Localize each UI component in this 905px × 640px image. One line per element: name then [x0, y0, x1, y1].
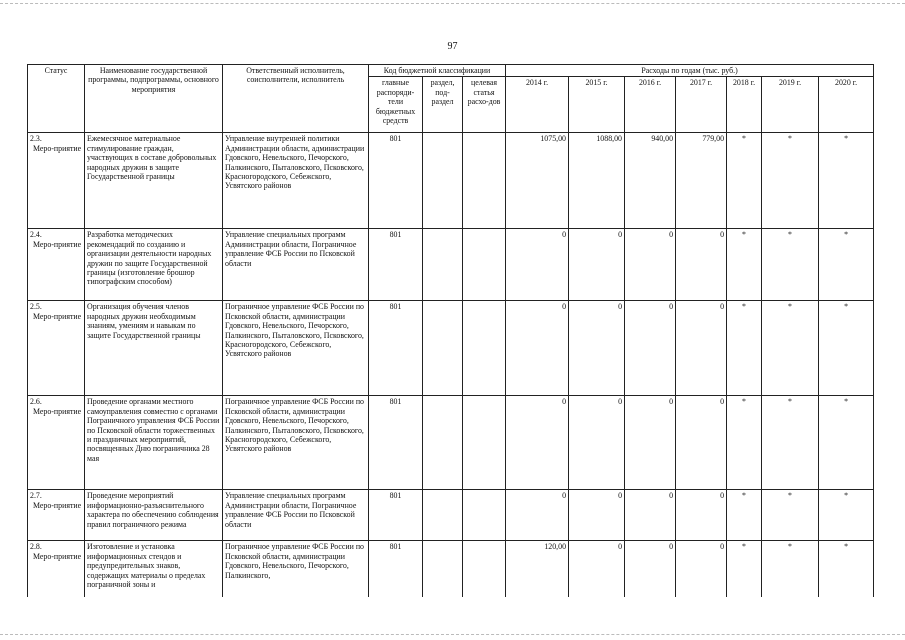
value-2016: 0 — [625, 541, 676, 597]
executor-cell: Управление специальных программ Администрации области, Пограничное управление ФСБ России по Псковской области — [223, 490, 369, 541]
value-2018: * — [727, 396, 762, 490]
header-name: Наименование государственной программы, подпрограммы, основного мероприятия — [85, 65, 223, 133]
row-status: Меро-приятие — [33, 311, 82, 321]
gr-cell: 801 — [369, 490, 423, 541]
value-2020: * — [819, 133, 874, 229]
csr-cell — [463, 541, 506, 597]
value-2015: 1088,00 — [569, 133, 625, 229]
csr-cell — [463, 490, 506, 541]
value-2017: 0 — [676, 396, 727, 490]
header-year-2019: 2019 г. — [762, 77, 819, 133]
name-cell: Проведение органами местного самоуправления совместно с органами Пограничного управления ФСБ России по Псковской области торжественных и праздничных мероприятий, посвященных Дню пограничника 28 мая — [85, 396, 223, 490]
value-2019: * — [762, 133, 819, 229]
row-status: Меро-приятие — [33, 406, 82, 416]
gr-cell: 801 — [369, 396, 423, 490]
header-year-2018: 2018 г. — [727, 77, 762, 133]
value-2020: * — [819, 541, 874, 597]
name-cell: Организация обучения членов народных дружин необходимым знаниям, умениям и навыкам по защите Государственной границы — [85, 301, 223, 396]
value-2016: 0 — [625, 301, 676, 396]
value-2019: * — [762, 301, 819, 396]
value-2019: * — [762, 541, 819, 597]
header-status: Статус — [28, 65, 85, 133]
value-2014: 0 — [506, 229, 569, 301]
header-csr: целевая статья расхо-дов — [463, 77, 506, 133]
gr-cell: 801 — [369, 541, 423, 597]
header-year-2020: 2020 г. — [819, 77, 874, 133]
table-row — [28, 541, 874, 597]
value-2020: * — [819, 229, 874, 301]
rz-cell — [423, 396, 463, 490]
budget-table — [27, 64, 874, 597]
value-2014: 1075,00 — [506, 133, 569, 229]
row-status: Меро-приятие — [33, 143, 82, 153]
row-number: 2.7. — [30, 491, 42, 501]
csr-cell — [463, 301, 506, 396]
executor-cell: Пограничное управление ФСБ России по Псковской области, администрации Гдовского, Невельского, Печорского, Палкинского, — [223, 541, 369, 597]
value-2016: 0 — [625, 396, 676, 490]
table-row — [28, 490, 874, 541]
row-status: Меро-приятие — [33, 500, 82, 510]
value-2019: * — [762, 229, 819, 301]
table-row — [28, 301, 874, 396]
gr-cell: 801 — [369, 229, 423, 301]
row-number: 2.3. — [30, 134, 42, 144]
value-2015: 0 — [569, 301, 625, 396]
value-2019: * — [762, 490, 819, 541]
executor-cell: Пограничное управление ФСБ России по Псковской области, администрации Гдовского, Невельского, Печорского, Палкинского, Пыталовского, Псковского, Красногородского, Себежского, Усвятского районов — [223, 396, 369, 490]
value-2020: * — [819, 490, 874, 541]
row-status: Меро-приятие — [33, 551, 82, 561]
page-number: 97 — [447, 41, 458, 52]
table-row — [28, 229, 874, 301]
row-status: Меро-приятие — [33, 239, 82, 249]
value-2015: 0 — [569, 490, 625, 541]
value-2016: 0 — [625, 229, 676, 301]
header-rz: раздел, под-раздел — [423, 77, 463, 133]
rz-cell — [423, 229, 463, 301]
row-number: 2.4. — [30, 230, 42, 240]
header-year-2016: 2016 г. — [625, 77, 676, 133]
value-2016: 940,00 — [625, 133, 676, 229]
value-2018: * — [727, 133, 762, 229]
rz-cell — [423, 301, 463, 396]
csr-cell — [463, 396, 506, 490]
value-2017: 779,00 — [676, 133, 727, 229]
value-2017: 0 — [676, 229, 727, 301]
csr-cell — [463, 133, 506, 229]
value-2018: * — [727, 490, 762, 541]
executor-cell: Управление специальных программ Администрации области, Пограничное управление ФСБ России по Псковской области — [223, 229, 369, 301]
header-gr: главные распоряди-тели бюджетных средств — [369, 77, 423, 133]
status-cell — [28, 133, 85, 229]
header-executor: Ответственный исполнитель, соисполнители, исполнитель — [223, 65, 369, 133]
value-2018: * — [727, 229, 762, 301]
rz-cell — [423, 490, 463, 541]
table-row — [28, 396, 874, 490]
row-number: 2.6. — [30, 397, 42, 407]
value-2019: * — [762, 396, 819, 490]
executor-cell: Управление внутренней политики Администрации области, администрации Гдовского, Невельского, Печорского, Палкинского, Пыталовского, Псковского, Красногородского, Себежского, Усвятского районов — [223, 133, 369, 229]
rz-cell — [423, 133, 463, 229]
scan-edge-bottom — [0, 634, 905, 635]
value-2015: 0 — [569, 396, 625, 490]
status-cell — [28, 541, 85, 597]
csr-cell — [463, 229, 506, 301]
value-2016: 0 — [625, 490, 676, 541]
table-row — [28, 133, 874, 229]
status-cell — [28, 229, 85, 301]
name-cell: Ежемесячное материальное стимулирование граждан, участвующих в составе добровольных народных дружин в защите Государственной границы — [85, 133, 223, 229]
header-year-2014: 2014 г. — [506, 77, 569, 133]
gr-cell: 801 — [369, 133, 423, 229]
status-cell — [28, 396, 85, 490]
value-2014: 120,00 — [506, 541, 569, 597]
header-year-2015: 2015 г. — [569, 77, 625, 133]
header-year-2017: 2017 г. — [676, 77, 727, 133]
executor-cell: Пограничное управление ФСБ России по Псковской области, администрации Гдовского, Невельского, Печорского, Палкинского, Пыталовского, Псковского, Красногородского, Себежского, Усвятского районов — [223, 301, 369, 396]
header-budget-code: Код бюджетной классификации — [369, 65, 506, 77]
value-2017: 0 — [676, 541, 727, 597]
row-number: 2.5. — [30, 302, 42, 312]
value-2020: * — [819, 396, 874, 490]
status-cell — [28, 490, 85, 541]
value-2017: 0 — [676, 301, 727, 396]
value-2014: 0 — [506, 396, 569, 490]
value-2015: 0 — [569, 229, 625, 301]
header-expenses: Расходы по годам (тыс. руб.) — [506, 65, 874, 77]
value-2014: 0 — [506, 490, 569, 541]
name-cell: Проведение мероприятий информационно-разъяснительного характера по обеспечению соблюдения правил пограничного режима — [85, 490, 223, 541]
rz-cell — [423, 541, 463, 597]
value-2018: * — [727, 301, 762, 396]
value-2017: 0 — [676, 490, 727, 541]
scan-edge-top — [0, 3, 905, 4]
name-cell: Разработка методических рекомендаций по созданию и организации деятельности народных дружин по защите Государственной границы (изготовление брошюр типографским способом) — [85, 229, 223, 301]
value-2018: * — [727, 541, 762, 597]
status-cell — [28, 301, 85, 396]
name-cell: Изготовление и установка информационных стендов и предупредительных знаков, содержащих материалы о пределах пограничной зоны и — [85, 541, 223, 597]
value-2014: 0 — [506, 301, 569, 396]
gr-cell: 801 — [369, 301, 423, 396]
row-number: 2.8. — [30, 542, 42, 552]
value-2020: * — [819, 301, 874, 396]
value-2015: 0 — [569, 541, 625, 597]
